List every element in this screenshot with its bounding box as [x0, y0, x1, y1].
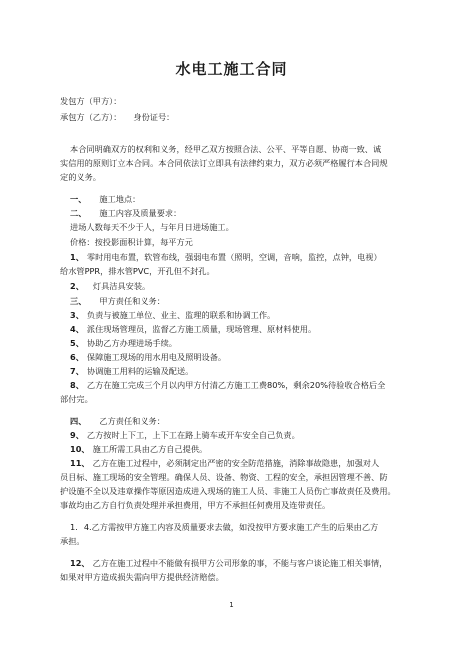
intro-line: 实信用的原则订立本合同。本合同依法订立即具有法律约束力，双方必须严格履行本合同规 [60, 158, 388, 168]
item-number: 4、 [70, 324, 84, 334]
item-text: 乙方在施工过程中，必须制定出严密的安全防范措施，消除事故隐患，加强对人 [92, 458, 380, 468]
item-number: 12、 [70, 558, 90, 568]
intro-line: 定的义务。 [60, 172, 101, 182]
section-text: 乙方责任和义务： [99, 416, 165, 426]
paragraph-line: 事故均由乙方自行负责处理并承担费用，甲方不承担任何费用及连带责任。 [60, 500, 331, 510]
item-8 [70, 380, 415, 391]
item-5 [70, 338, 415, 349]
section-3-heading [70, 296, 415, 307]
page-number: 1 [229, 601, 234, 609]
section-text: 施工地点： [99, 194, 141, 204]
item-1 [70, 252, 415, 263]
item-2 [70, 281, 415, 292]
item-12-sub [70, 522, 415, 533]
item-text: 施工所需工具由乙方自己提供。 [92, 444, 208, 454]
item-number: 7、 [70, 366, 84, 376]
paragraph-line: 员目标、施工现场的安全管理。确保人员、设备、物资、工程的安全，承担因管理不善、防 [60, 472, 388, 482]
item-6 [70, 352, 415, 363]
party-b-label: 承包方（乙方）： [60, 112, 122, 122]
item-4 [70, 324, 415, 335]
item-10 [70, 444, 415, 455]
item-number: 8、 [70, 380, 84, 390]
paragraph-line: 承担。 [60, 536, 85, 546]
section-number: 三、 [70, 296, 87, 306]
section-text: 施工内容及质量要求： [99, 208, 182, 218]
item-text: 4.乙方需按甲方施工内容及质量要求去做，如没按甲方要求施工产生的后果由乙方 [83, 522, 379, 532]
item-number: 2、 [70, 281, 84, 291]
item-text: 灯具洁具安装。 [92, 281, 151, 291]
section-4-heading [70, 416, 415, 427]
item-number: 3、 [70, 310, 84, 320]
paragraph-line: 给水管PPR，排水管PVC，开孔但不封孔。 [60, 266, 215, 276]
item-number: 10、 [70, 444, 90, 454]
item-text: 乙方在施工完成三个月以内甲方付清乙方施工工费80%，剩余20%待验收合格后全 [86, 380, 386, 390]
section-number: 二、 [70, 208, 87, 218]
item-12 [70, 558, 415, 569]
paragraph-line: 价格：按投影面积计算，每平方元 [70, 237, 193, 247]
paragraph-line: 部付完。 [60, 394, 93, 404]
item-number: 1. [70, 522, 78, 532]
item-text: 乙方在施工过程中不能做有损甲方公司形象的事，不能与客户谈论施工相关事情， [92, 558, 388, 568]
item-text: 协调施工用料的运输及配送。 [86, 366, 194, 376]
section-text: 甲方责任和义务： [99, 296, 165, 306]
party-a-label: 发包方（甲方）： [60, 96, 122, 106]
item-number: 5、 [70, 338, 84, 348]
item-number: 6、 [70, 352, 84, 362]
paragraph-line: 护设施不全以及违章操作等原因造成进入现场的施工人员、非施工人员伤亡事故责任及费用。 [60, 486, 396, 496]
section-2-heading [70, 208, 415, 219]
item-3 [70, 310, 415, 321]
item-number: 9、 [70, 430, 84, 440]
section-1-heading [70, 194, 415, 205]
item-text: 乙方按时上下工，上下工在路上骑车或开车安全自己负责。 [86, 430, 300, 440]
item-number: 1、 [70, 252, 84, 262]
item-7 [70, 366, 415, 377]
section-number: 一、 [70, 194, 87, 204]
item-11 [70, 458, 415, 469]
party-a-line [60, 96, 405, 107]
party-b-line [60, 112, 405, 123]
item-text: 派住现场管理员，监督乙方施工质量，现场管理、原材料使用。 [86, 324, 317, 334]
intro-line: 本合同明确双方的权利和义务，经甲乙双方按照合法、公平、平等自愿、协商一致、诚 [70, 144, 382, 154]
item-text: 协助乙方办理进场手续。 [86, 338, 177, 348]
paragraph-line: 如果对甲方造成损失需向甲方提供经济赔偿。 [60, 572, 224, 582]
section-number: 四、 [70, 416, 87, 426]
item-9 [70, 430, 415, 441]
item-text: 负责与被施工单位、业主、监理的联系和协调工作。 [86, 310, 276, 320]
item-text: 零时用电布置，软管布线，强弱电布置（照明，空调，音响，监控，点钟，电视） [86, 252, 382, 262]
document-title: 水电工施工合同 [175, 60, 288, 78]
item-number: 11、 [70, 458, 90, 468]
item-text: 保障施工现场的用水用电及照明设备。 [86, 352, 227, 362]
paragraph-line: 进场人数每天不少于人，与年月日进场施工。 [70, 222, 234, 232]
party-b-id-label: 身份证号： [133, 112, 175, 122]
